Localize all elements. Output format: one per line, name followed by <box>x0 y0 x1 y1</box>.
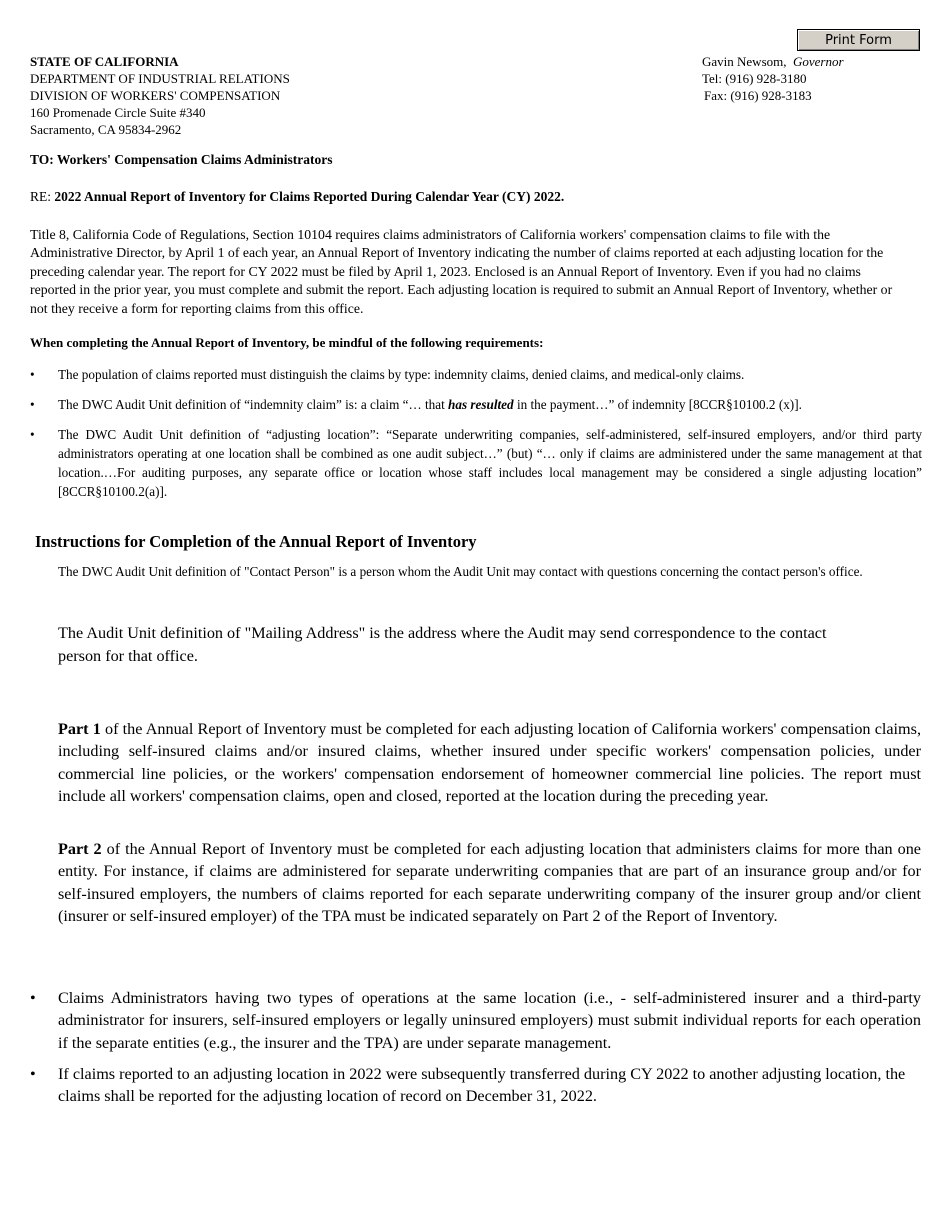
agency-letterhead <box>30 53 290 138</box>
part2-instructions <box>58 838 921 927</box>
fax: Fax: (916) 928-3183 <box>704 88 812 103</box>
requirement-text-post: in the payment…” of indemnity [8CCR§10100.2 (x)]. <box>513 397 802 412</box>
list-item <box>30 365 922 384</box>
contact-person-definition: The DWC Audit Unit definition of "Contact Person" is a person whom the Audit Unit may contact with questions concerning the contact person's office. <box>58 564 863 579</box>
bullet-icon: • <box>30 397 35 412</box>
subject-text: 2022 Annual Report of Inventory for Claims Reported During Calendar Year (CY) 2022. <box>54 189 565 204</box>
department-name: DEPARTMENT OF INDUSTRIAL RELATIONS <box>30 71 290 86</box>
requirement-emphasis: has resulted <box>448 397 514 412</box>
addressee-line: TO: Workers' Compensation Claims Administrators <box>30 152 333 167</box>
instruction-bullet-text: Claims Administrators having two types of operations at the same location (i.e., - self-administered insurer and a third-party administrator for insurers, self-insured employers or legally uninsured employers) must submit individual reports for each operation if the separate entities (e.g., the insurer and the TPA) are under separate management. <box>58 989 921 1052</box>
bullet-icon: • <box>30 427 35 442</box>
division-name: DIVISION OF WORKERS' COMPENSATION <box>30 88 281 103</box>
requirement-text: The population of claims reported must distinguish the claims by type: indemnity claims, denied claims, and medical-only claims. <box>58 367 745 382</box>
bullet-icon: • <box>30 367 35 382</box>
subject-line <box>30 189 564 205</box>
mailing-address-definition: The Audit Unit definition of "Mailing Address" is the address where the Audit may send correspondence to the contact person for that office. <box>58 624 827 665</box>
part2-label: Part 2 <box>58 840 102 858</box>
part1-text: of the Annual Report of Inventory must be completed for each adjusting location of California workers' compensation claims, including self-insured claims and/or insured claims, whether insured under specific workers' compensation policies, under commercial line policies, or the workers' compensation endorsement of homeowner commercial line policies. The report must include all workers' compensation claims, open and closed, reported at the location during the preceding year. <box>58 720 921 805</box>
list-item <box>30 395 922 414</box>
requirements-heading: When completing the Annual Report of Inventory, be mindful of the following requirements: <box>30 335 544 350</box>
part1-label: Part 1 <box>58 720 101 738</box>
intro-paragraph: Title 8, California Code of Regulations, Section 10104 requires claims administrators of California workers' compensation claims to file with the Administrative Director, by April 1 of each year, an Annual Report of Inventory indicating the number of claims reported at each adjusting location for the preceding calendar year. The report for CY 2022 must be filed by April 1, 2023. Enclosed is an Annual Report of Inventory. Even if you had no claims reported in the prior year, you must complete and submit the report. Each adjusting location is required to submit an Annual Report of Inventory, whether or not they receive a form for reporting claims from this office. <box>30 227 893 316</box>
governor-title: Governor <box>793 54 844 69</box>
instructions-bullet-list <box>30 987 921 1116</box>
requirement-text: The DWC Audit Unit definition of “adjusting location”: “Separate underwriting companies, self-administered, self-insured employers, and/or third party administrators operating at one location shall be combined as one audit subject…” (but) “… only if claims are administered under the same management at that location.…For auditing purposes, any separate office or location whose staff includes local management may be considered a single adjusting location” [8CCR§10100.2(a)]. <box>58 427 922 499</box>
part2-text: of the Annual Report of Inventory must be completed for each adjusting location that administers claims for more than one entity. For instance, if claims are administered for separate underwriting companies that are part of an insurance group and/or for self-insured employers, the numbers of claims reported for each separate underwriting company of the insurer group and/or client (insurer or self-insured employer) of the TPA must be indicated separately on Part 2 of the Report of Inventory. <box>58 840 921 925</box>
instruction-bullet-text: If claims reported to an adjusting location in 2022 were subsequently transferred during CY 2022 to another adjusting location, the claims shall be reported for the adjusting location of record on December 31, 2022. <box>58 1064 906 1106</box>
state-name: STATE OF CALIFORNIA <box>30 54 179 69</box>
governor-line <box>702 53 844 70</box>
print-form-button[interactable]: Print Form <box>797 29 920 51</box>
telephone: Tel: (916) 928-3180 <box>702 71 807 86</box>
bullet-icon: • <box>30 989 36 1007</box>
subject-prefix: RE: <box>30 189 55 204</box>
list-item <box>30 1063 921 1108</box>
requirement-text-pre: The DWC Audit Unit definition of “indemnity claim” is: a claim “… that <box>58 397 449 412</box>
bullet-icon: • <box>30 1064 36 1083</box>
city-address: Sacramento, CA 95834-2962 <box>30 122 182 137</box>
governor-name: Gavin Newsom, <box>702 54 787 69</box>
list-item <box>30 425 922 501</box>
instructions-heading: Instructions for Completion of the Annual Report of Inventory <box>35 532 477 551</box>
part1-instructions <box>58 718 921 807</box>
requirements-list <box>30 365 922 512</box>
street-address: 160 Promenade Circle Suite #340 <box>30 105 206 120</box>
governor-contact-block <box>702 53 844 104</box>
list-item <box>30 987 921 1054</box>
